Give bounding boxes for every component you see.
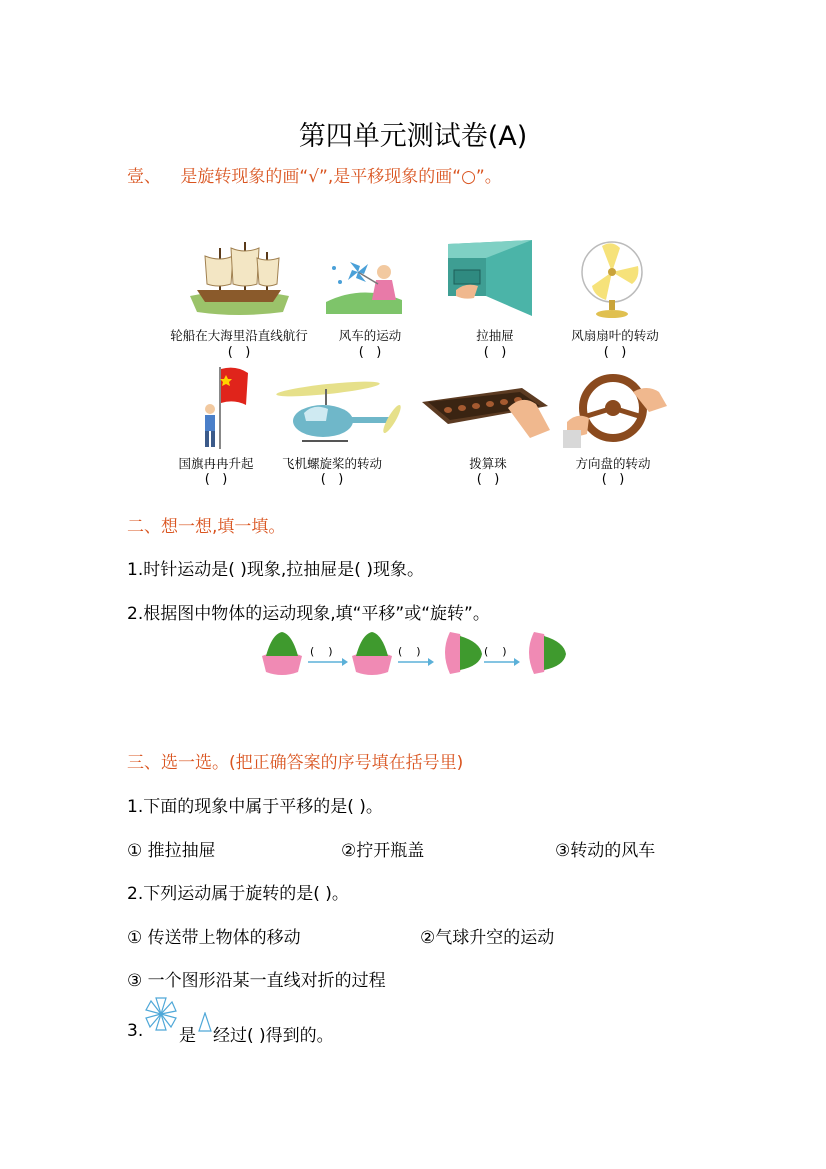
answer-paren-abacus[interactable]: ( ) [476,472,500,487]
section-2-heading: 二、想一想,填一填。 [127,517,286,537]
caption-abacus: 拨算珠 [469,456,507,471]
section-1-heading [127,162,502,187]
section-3-question-3 [127,1021,143,1041]
fan-icon [576,238,648,320]
blank-2[interactable]: ( ) [398,645,421,658]
q2-option-1: ① 传送带上物体的移动 [127,928,301,948]
q2-option-3: ③ 一个图形沿某一直线对折的过程 [127,971,386,991]
blank-3[interactable]: ( ) [484,645,507,658]
answer-paren-fan[interactable]: ( ) [603,345,627,360]
q2-option-2: ②气球升空的运动 [420,928,555,948]
rotated-plant-icon [445,632,482,674]
rotated-triangle-pattern-icon [144,996,178,1032]
q3-number: 3. [127,1021,144,1041]
caption-fan: 风扇扇叶的转动 [571,328,659,343]
caption-propeller: 飞机螺旋桨的转动 [281,456,382,471]
answer-paren-drawer[interactable]: ( ) [483,345,507,360]
q1-option-1: ① 推拉抽屉 [127,841,216,861]
answer-paren-ship[interactable]: ( ) [227,345,251,360]
answer-paren-windmill[interactable]: ( ) [358,345,382,360]
potted-plant-icon [352,632,392,675]
q3-end-text: 经过( )得到的。 [213,1026,334,1046]
pinwheel-girl-icon [322,242,406,314]
section-3-question-1: 1.下面的现象中属于平移的是( )。 [127,797,383,817]
section-1-number: 壹、 [127,167,161,187]
triangle-icon [198,1012,212,1032]
q1-option-3: ③转动的风车 [555,841,656,861]
q1-option-2: ②拧开瓶盖 [341,841,425,861]
q3-is-text: 是 [179,1026,196,1046]
section-3-question-2: 2.下列运动属于旋转的是( )。 [127,884,349,904]
drawer-icon [446,238,536,318]
steering-wheel-icon [563,372,671,452]
caption-windmill: 风车的运动 [338,328,402,343]
caption-flag: 国旗冉冉升起 [178,456,254,471]
flag-raising-icon [190,365,254,451]
helicopter-icon [268,375,408,450]
answer-paren-steering[interactable]: ( ) [601,472,625,487]
page-title: 第四单元测试卷(A) [298,121,528,152]
blank-1[interactable]: ( ) [310,645,333,658]
rotated-plant-icon [529,632,566,674]
section-2-question-2: 2.根据图中物体的运动现象,填“平移”或“旋转”。 [127,604,490,624]
caption-drawer: 拉抽屉 [476,328,514,343]
section-2-question-1: 1.时针运动是( )现象,拉抽屉是( )现象。 [127,560,424,580]
potted-plant-icon [262,632,302,675]
caption-steering: 方向盘的转动 [575,456,651,471]
caption-ship: 轮船在大海里沿直线航行 [170,328,308,343]
sailing-ship-icon [185,238,293,320]
answer-paren-flag[interactable]: ( ) [204,472,228,487]
answer-paren-propeller[interactable]: ( ) [320,472,344,487]
section-1-instruction: 是旋转现象的画“√”,是平移现象的画“○”。 [180,167,502,187]
section-3-heading: 三、选一选。(把正确答案的序号填在括号里) [127,753,464,773]
abacus-icon [418,380,553,442]
